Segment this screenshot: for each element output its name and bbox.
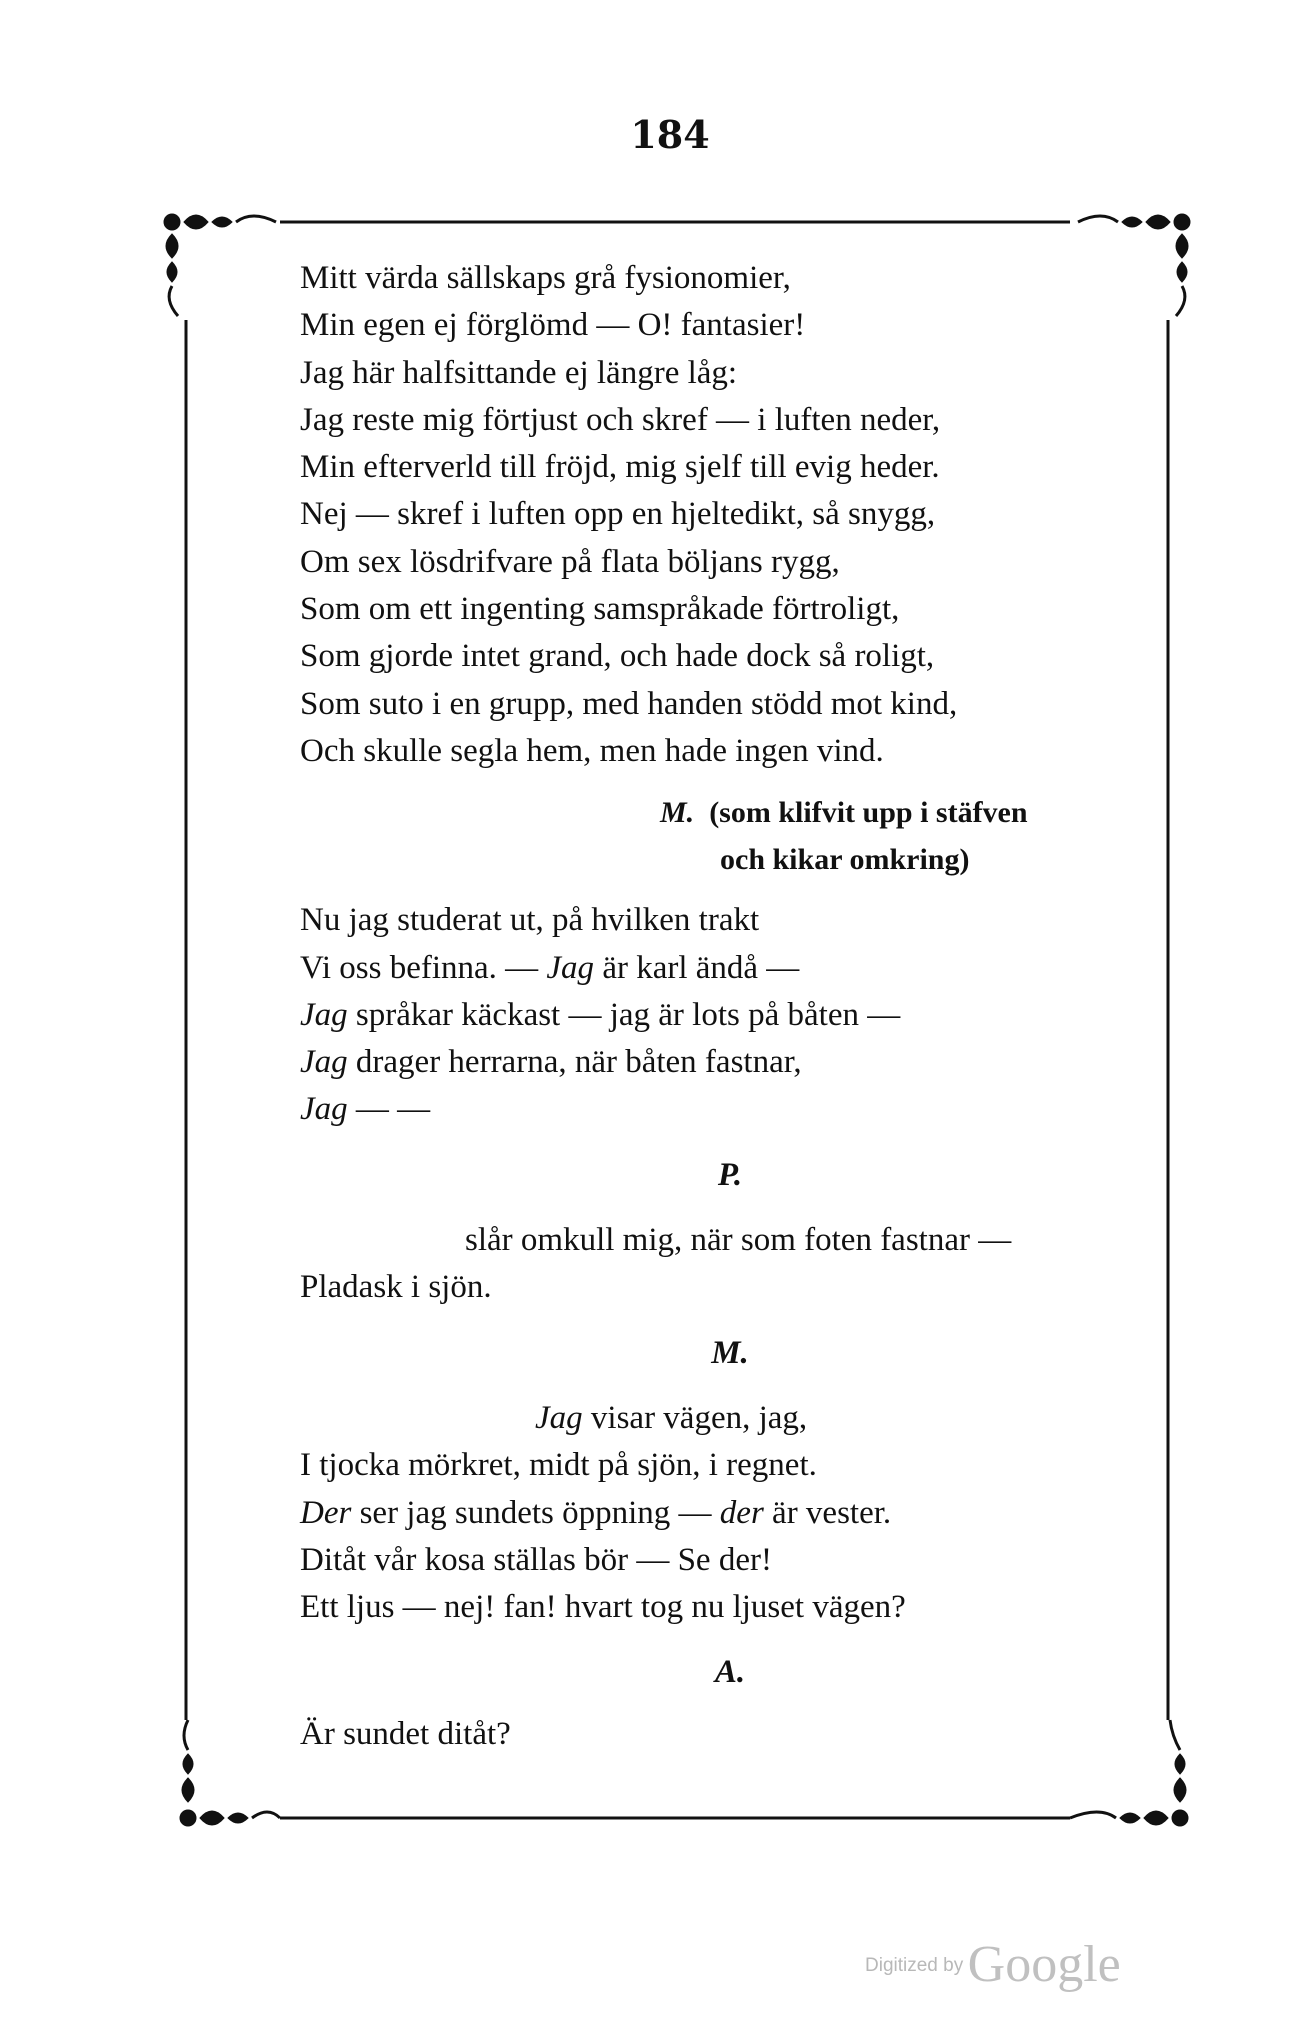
speaker-name: P. (717, 1156, 743, 1193)
verse-line: Jag — — (300, 1091, 431, 1128)
floral-corner-ornament-top-left (164, 214, 276, 316)
verse-line: Är sundet ditåt? (300, 1715, 511, 1752)
verse-line: Pladask i sjön. (300, 1269, 492, 1306)
verse-line: Nej — skref i luften opp en hjeltedikt, så snygg, (300, 496, 936, 533)
stage-direction-line: (som klifvit upp i stäfven (709, 796, 1028, 830)
verse-line: Ditåt vår kosa ställas bör — Se der! (300, 1541, 772, 1578)
verse-line: Nu jag studerat ut, på hvilken trakt (300, 902, 760, 939)
verse-line: Som gjorde intet grand, och hade dock så roligt, (300, 638, 935, 675)
verse-line: Jag visar vägen, jag, (535, 1399, 808, 1436)
poem-text (300, 255, 1130, 1758)
verse-line: Jag drager herrarna, när båten fastnar, (300, 1044, 802, 1081)
verse-line: Om sex lösdrifvare på flata böljans rygg, (300, 543, 840, 580)
verse-line: Som suto i en grupp, med handen stödd mot kind, (300, 685, 958, 722)
speaker-name: M. (660, 796, 695, 830)
verse-line: Mitt värda sällskaps grå fysionomier, (300, 260, 791, 296)
verse-line: Vi oss befinna. — Jag är karl ändå — (300, 949, 800, 986)
floral-corner-ornament-bottom-left (180, 1720, 280, 1826)
verse-line: I tjocka mörkret, midt på sjön, i regnet. (300, 1447, 817, 1484)
verse-line: slår omkull mig, när som foten fastnar — (465, 1222, 1012, 1259)
stage-direction-line: och kikar omkring) (720, 843, 970, 877)
speaker-name: A. (714, 1654, 746, 1691)
watermark-brand: Google (967, 1936, 1121, 1993)
verse-line: Jag här halfsittande ej längre låg: (300, 354, 738, 391)
verse-line: Min egen ej förglömd — O! fantasier! (300, 307, 806, 344)
verse-line: Som om ett ingenting samspråkade förtroligt, (300, 591, 900, 628)
verse-line: Der ser jag sundets öppning — der är vester. (300, 1494, 892, 1531)
stage-direction (660, 789, 1130, 883)
page-number: 184 (630, 112, 710, 157)
watermark-prefix: Digitized by (865, 1955, 964, 1976)
speaker-name: M. (711, 1334, 749, 1371)
verse-line: Jag språkar käckast — jag är lots på båten — (300, 996, 901, 1033)
verse-line: Min efterverld till fröjd, mig sjelf till evig heder. (300, 449, 940, 486)
verse-line: Ett ljus — nej! fan! hvart tog nu ljuset vägen? (300, 1589, 906, 1626)
digitized-watermark (865, 1935, 1121, 1994)
verse-line: Och skulle segla hem, men hade ingen vind. (300, 732, 884, 769)
verse-line: Jag reste mig förtjust och skref — i luften neder, (300, 401, 941, 438)
